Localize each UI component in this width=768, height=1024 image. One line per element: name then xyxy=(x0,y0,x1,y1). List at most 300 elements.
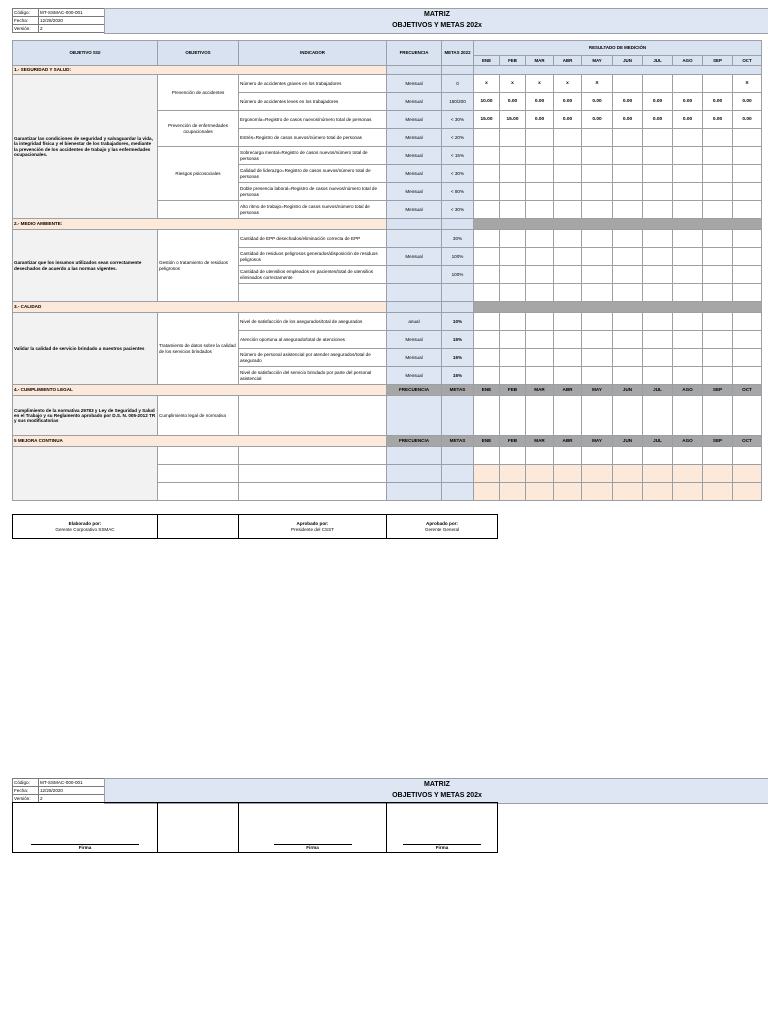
header-frecuencia: FRECUENCIA xyxy=(387,41,442,66)
code-label: Código: xyxy=(13,9,39,17)
header-month-feb: FEB xyxy=(500,56,526,66)
s2-frecuencia xyxy=(387,266,442,284)
s1-result-ene: x xyxy=(474,75,500,93)
s1-frecuencia: Mensual xyxy=(387,93,442,111)
s3-result-ago xyxy=(673,313,703,331)
s3-meta: 15% xyxy=(442,367,474,385)
s1-result-sep xyxy=(703,75,733,93)
s2-result-jun xyxy=(613,266,643,284)
section-2-title: 2.- MEDIO AMBIENTE: xyxy=(13,219,387,230)
date-value: 12/28/2020 xyxy=(39,17,105,25)
s3-result-oct xyxy=(733,331,762,349)
s4-month-sep: SEP xyxy=(703,385,733,396)
s2-meta: 30% xyxy=(442,230,474,248)
header-metas: METAS 2022 xyxy=(442,41,474,66)
s4-frecuencia xyxy=(387,396,442,436)
s3-result-oct xyxy=(733,367,762,385)
s1-result-ene xyxy=(474,183,500,201)
s1-result-mar xyxy=(526,183,554,201)
s2-result-oct xyxy=(733,284,762,302)
s2-meta: 100% xyxy=(442,248,474,266)
s2-result-ene xyxy=(474,248,500,266)
s4-month-ago: AGO xyxy=(673,385,703,396)
s3-meta: 10% xyxy=(442,313,474,331)
s5-result-may xyxy=(582,447,613,465)
s3-result-mar xyxy=(526,313,554,331)
s3-result-jun xyxy=(613,331,643,349)
s1-objetivo-sgi: Garantizar las condiciones de seguridad y salvaguardar la vida, la integridad física y el bienestar de los trabajadores, mediante la prevención de los accidentes de trabajo y las enfermedades ocupacionales. xyxy=(13,75,158,219)
s5-result-oct xyxy=(733,447,762,465)
s4-frecuencia-header: FRECUENCIA xyxy=(387,385,442,396)
s5-result-jun xyxy=(613,447,643,465)
s1-result-oct xyxy=(733,147,762,165)
s2-indicador: Cantidad de utensilios empleados en pacientes/total de utensilios eliminados correctamente xyxy=(239,266,387,284)
s3-result-may xyxy=(582,367,613,385)
s2-result-mar xyxy=(526,230,554,248)
s4-result-may xyxy=(582,396,613,436)
s2-result-jun xyxy=(613,230,643,248)
s5-result-jun xyxy=(613,483,643,501)
aprobado-1-by: Presidente del CSST xyxy=(291,526,334,532)
s1-result-feb xyxy=(500,129,526,147)
s4-result-oct xyxy=(733,396,762,436)
s4-month-oct: OCT xyxy=(733,385,762,396)
s2-result-feb xyxy=(500,284,526,302)
s1-result-ago: 0.00 xyxy=(673,111,703,129)
s1-result-feb xyxy=(500,201,526,219)
s5-month-ago: AGO xyxy=(673,436,703,447)
s2-meta: 100% xyxy=(442,266,474,284)
s5-result-ene xyxy=(474,483,500,501)
s1-meta: < 30% xyxy=(442,165,474,183)
s2-result-abr xyxy=(554,284,582,302)
s2-result-mar xyxy=(526,248,554,266)
s4-meta xyxy=(442,396,474,436)
s1-result-mar xyxy=(526,129,554,147)
s2-result-oct xyxy=(733,248,762,266)
signoff-aprobado-1 xyxy=(239,515,387,539)
header-month-sep: SEP xyxy=(703,56,733,66)
s1-result-sep xyxy=(703,147,733,165)
header-month-abr: ABR xyxy=(554,56,582,66)
s4-result-abr xyxy=(554,396,582,436)
s1-result-abr xyxy=(554,147,582,165)
s5-result-oct xyxy=(733,483,762,501)
s5-frecuencia-header: FRECUENCIA xyxy=(387,436,442,447)
s1-result-oct: X xyxy=(733,75,762,93)
s1-result-ago: 0.00 xyxy=(673,93,703,111)
s1-result-jul: 0.00 xyxy=(643,111,673,129)
s1-result-feb: 15.00 xyxy=(500,111,526,129)
s1-result-oct: 0.00 xyxy=(733,111,762,129)
s2-frecuencia: Mensual xyxy=(387,248,442,266)
s3-result-feb xyxy=(500,313,526,331)
s3-result-feb xyxy=(500,349,526,367)
signoff-empty xyxy=(158,515,239,539)
s4-month-mar: MAR xyxy=(526,385,554,396)
s1-result-feb xyxy=(500,183,526,201)
s3-objetivo: Tratamiento de datos sobre la calidad de los servicios brindados xyxy=(158,313,239,385)
s1-meta: 150/200 xyxy=(442,93,474,111)
elaborado-by: Gerente Corporativo SSMAC xyxy=(55,526,115,532)
version-value: 2 xyxy=(39,25,105,33)
s2-result-jul xyxy=(643,230,673,248)
s1-result-may: 0.00 xyxy=(582,93,613,111)
elaborado-label: Elaborado por: xyxy=(68,521,102,527)
s1-result-sep: 0.00 xyxy=(703,111,733,129)
s1-frecuencia: Mensual xyxy=(387,147,442,165)
s5-result-ago xyxy=(673,483,703,501)
aprobado-2-by: Gerente General xyxy=(424,526,460,532)
s2-frecuencia xyxy=(387,284,442,302)
s1-result-may: X xyxy=(582,75,613,93)
s5-result-feb xyxy=(500,465,526,483)
s5-month-jun: JUN xyxy=(613,436,643,447)
signoff-table xyxy=(12,514,498,539)
s2-indicador xyxy=(239,284,387,302)
s2-result-ene xyxy=(474,266,500,284)
s4-month-ene: ENE xyxy=(474,385,500,396)
s4-month-jul: JUL xyxy=(643,385,673,396)
s2-objetivo-sgi: Garantizar que los insumos utilizados sean correctamente desechados de acuerdo a las normas vigentes. xyxy=(13,230,158,302)
document-title-page2 xyxy=(104,778,768,804)
signature-table xyxy=(12,802,498,853)
code-value-p2: MT-SSMAC-000-001 xyxy=(39,779,105,787)
s1-result-sep: 0.00 xyxy=(703,93,733,111)
s5-metas-header: METAS xyxy=(442,436,474,447)
s2-result-abr xyxy=(554,266,582,284)
s3-result-sep xyxy=(703,331,733,349)
s4-result-ene xyxy=(474,396,500,436)
s1-result-may xyxy=(582,129,613,147)
s3-result-ene xyxy=(474,313,500,331)
s3-result-ago xyxy=(673,349,703,367)
header-month-jun: JUN xyxy=(613,56,643,66)
s1-result-abr xyxy=(554,129,582,147)
s1-frecuencia: Mensual xyxy=(387,111,442,129)
s1-objetivo-empty xyxy=(158,201,239,219)
s1-result-jun xyxy=(613,129,643,147)
s1-result-mar: 0.00 xyxy=(526,111,554,129)
s1-result-sep xyxy=(703,201,733,219)
s5-result-sep xyxy=(703,465,733,483)
s1-result-oct xyxy=(733,129,762,147)
s1-result-abr xyxy=(554,201,582,219)
s4-result-feb xyxy=(500,396,526,436)
s4-month-jun: JUN xyxy=(613,385,643,396)
code-label-p2: Código: xyxy=(13,779,39,787)
s3-result-ago xyxy=(673,331,703,349)
version-label-p2: Versión: xyxy=(13,795,39,803)
header-resultado: RESULTADO DE MEDICIÓN xyxy=(474,41,762,56)
s4-result-mar xyxy=(526,396,554,436)
section-3-title: 3.- CALIDAD xyxy=(13,302,387,313)
header-month-ene: ENE xyxy=(474,56,500,66)
s1-result-ene: 10.00 xyxy=(474,93,500,111)
s1-result-ago xyxy=(673,183,703,201)
s1-indicador: Ergonomía=Registro de casos nuevos/número total de personas xyxy=(239,111,387,129)
s3-result-jul xyxy=(643,313,673,331)
s1-frecuencia: Mensual xyxy=(387,201,442,219)
s1-meta: < 15% xyxy=(442,147,474,165)
s3-result-abr xyxy=(554,349,582,367)
s1-result-mar xyxy=(526,201,554,219)
s3-objetivo-sgi: Validar la calidad de servicio brindado a nuestros pacientes xyxy=(13,313,158,385)
s3-indicador: Número de personal asistencial por atender asegurados/total de asegurado xyxy=(239,349,387,367)
s2-result-sep xyxy=(703,266,733,284)
s2-result-mar xyxy=(526,284,554,302)
s1-result-jul xyxy=(643,75,673,93)
s1-result-ene xyxy=(474,147,500,165)
s1-result-jun: 0.00 xyxy=(613,93,643,111)
s5-result-mar xyxy=(526,465,554,483)
s1-result-may xyxy=(582,165,613,183)
s3-result-sep xyxy=(703,367,733,385)
s5-result-jul xyxy=(643,483,673,501)
version-value-p2: 2 xyxy=(39,795,105,803)
header-month-jul: JUL xyxy=(643,56,673,66)
s1-result-ene xyxy=(474,129,500,147)
s3-result-abr xyxy=(554,367,582,385)
s1-indicador: Doble presencia laboral=Registro de casos nuevos/número total de personas xyxy=(239,183,387,201)
s3-frecuencia: Mensual xyxy=(387,367,442,385)
title-line-2-p2: OBJETIVOS Y METAS 202x xyxy=(392,792,482,799)
s1-result-jun xyxy=(613,165,643,183)
s1-result-feb xyxy=(500,147,526,165)
s1-frecuencia: Mensual xyxy=(387,75,442,93)
s2-result-ago xyxy=(673,266,703,284)
s5-result-feb xyxy=(500,483,526,501)
s2-result-sep xyxy=(703,284,733,302)
s2-result-jun xyxy=(613,284,643,302)
s2-result-sep xyxy=(703,248,733,266)
document-meta xyxy=(12,8,105,33)
document-title xyxy=(104,8,768,34)
s3-frecuencia: Mensual xyxy=(387,349,442,367)
s1-result-jun xyxy=(613,147,643,165)
section-1-title: 1.- SEGURIDAD Y SALUD: xyxy=(13,66,387,75)
s1-result-ene: 15.00 xyxy=(474,111,500,129)
s3-result-oct xyxy=(733,349,762,367)
header-objetivo-sgi: OBJETIVO SGI xyxy=(13,41,158,66)
header-month-mar: MAR xyxy=(526,56,554,66)
s1-result-oct xyxy=(733,201,762,219)
section-5-title: 5 MEJORA CONTINUA xyxy=(13,436,387,447)
s5-result-jun xyxy=(613,465,643,483)
s1-result-ago xyxy=(673,129,703,147)
s2-result-abr xyxy=(554,230,582,248)
date-label: Fecha: xyxy=(13,17,39,25)
s3-result-oct xyxy=(733,313,762,331)
s1-meta: 0 xyxy=(442,75,474,93)
s2-result-may xyxy=(582,230,613,248)
s4-metas-header: METAS xyxy=(442,385,474,396)
firma-label-1: Firma xyxy=(78,844,92,850)
s1-objetivo-enfermedades: Prevención de enfermedades ocupacionales xyxy=(158,111,239,147)
s2-result-oct xyxy=(733,266,762,284)
s4-result-ago xyxy=(673,396,703,436)
title-line-1: MATRIZ xyxy=(424,11,450,18)
s3-indicador: Nivel de satisfacción de los asegurados/total de asegurados xyxy=(239,313,387,331)
s1-result-may xyxy=(582,201,613,219)
s5-result-jul xyxy=(643,465,673,483)
s2-result-oct xyxy=(733,230,762,248)
s5-month-sep: SEP xyxy=(703,436,733,447)
version-label: Versión: xyxy=(13,25,39,33)
s3-result-jul xyxy=(643,349,673,367)
s2-result-ene xyxy=(474,284,500,302)
s5-month-may: MAY xyxy=(582,436,613,447)
s5-result-ago xyxy=(673,465,703,483)
s2-result-may xyxy=(582,266,613,284)
s5-result-feb xyxy=(500,447,526,465)
s3-result-may xyxy=(582,349,613,367)
s3-result-feb xyxy=(500,331,526,349)
header-objetivos: OBJETIVOS xyxy=(158,41,239,66)
s1-result-jul: 0.00 xyxy=(643,93,673,111)
s1-result-may: 0.00 xyxy=(582,111,613,129)
s4-result-sep xyxy=(703,396,733,436)
s5-objetivo-sgi xyxy=(13,447,158,501)
s3-indicador: Nivel de satisfacción del servicio brindado por parte del personal asistencial xyxy=(239,367,387,385)
s5-frecuencia xyxy=(387,447,442,465)
s3-result-jun xyxy=(613,313,643,331)
s4-result-jun xyxy=(613,396,643,436)
s5-meta xyxy=(442,483,474,501)
s2-indicador: Cantidad de residuos peligrosos generados/disposición de residuos peligrosos xyxy=(239,248,387,266)
s3-meta: 15% xyxy=(442,331,474,349)
s1-result-jul xyxy=(643,147,673,165)
s4-month-abr: ABR xyxy=(554,385,582,396)
s3-result-may xyxy=(582,313,613,331)
s3-result-jun xyxy=(613,367,643,385)
s1-result-mar xyxy=(526,147,554,165)
s4-result-jul xyxy=(643,396,673,436)
s2-result-ene xyxy=(474,230,500,248)
code-value: MT-SSMAC-000-001 xyxy=(39,9,105,17)
s5-frecuencia xyxy=(387,465,442,483)
s1-indicador: Calidad de liderazgo=Registro de casos nuevos/número total de personas xyxy=(239,165,387,183)
s1-result-jul xyxy=(643,201,673,219)
s1-result-feb: x xyxy=(500,75,526,93)
firma-label-2: Firma xyxy=(306,844,319,850)
s1-result-ago xyxy=(673,165,703,183)
s5-meta xyxy=(442,447,474,465)
s3-result-ene xyxy=(474,367,500,385)
s3-result-jul xyxy=(643,367,673,385)
s3-result-mar xyxy=(526,349,554,367)
s5-result-oct xyxy=(733,465,762,483)
s2-result-jul xyxy=(643,248,673,266)
s3-indicador: Atención oportuna al asegurado/total de atenciones xyxy=(239,331,387,349)
s5-month-jul: JUL xyxy=(643,436,673,447)
s1-meta: < 20% xyxy=(442,129,474,147)
s5-month-abr: ABR xyxy=(554,436,582,447)
s2-result-jul xyxy=(643,266,673,284)
header-month-ago: AGO xyxy=(673,56,703,66)
s1-result-ene xyxy=(474,201,500,219)
s1-result-jul xyxy=(643,165,673,183)
s5-result-abr xyxy=(554,483,582,501)
s1-indicador: Estrés=Registro de casos nuevos/número total de personas xyxy=(239,129,387,147)
s3-result-abr xyxy=(554,313,582,331)
header-month-oct: OCT xyxy=(733,56,762,66)
s5-result-may xyxy=(582,465,613,483)
signoff-elaborado xyxy=(13,515,158,539)
s5-result-mar xyxy=(526,447,554,465)
s1-objetivo-psicosociales: Riesgos psicosociales xyxy=(158,147,239,201)
title-line-1-p2: MATRIZ xyxy=(424,781,450,788)
s1-result-jun: 0.00 xyxy=(613,111,643,129)
s1-result-sep xyxy=(703,129,733,147)
s5-month-ene: ENE xyxy=(474,436,500,447)
s4-objetivo: Cumplimiento legal de normativa xyxy=(158,396,239,436)
s1-result-sep xyxy=(703,183,733,201)
s2-result-feb xyxy=(500,248,526,266)
s1-result-jun xyxy=(613,183,643,201)
s5-result-sep xyxy=(703,483,733,501)
signature-cell-3 xyxy=(387,803,498,853)
aprobado-2-label: Aprobado por: xyxy=(426,521,458,527)
header-month-may: MAY xyxy=(582,56,613,66)
date-label-p2: Fecha: xyxy=(13,787,39,795)
s2-result-feb xyxy=(500,230,526,248)
aprobado-1-label: Aprobado por: xyxy=(296,521,329,527)
s3-result-feb xyxy=(500,367,526,385)
s1-result-ene xyxy=(474,165,500,183)
date-value-p2: 12/28/2020 xyxy=(39,787,105,795)
s1-indicador: Número de accidentes leves en los trabajadores xyxy=(239,93,387,111)
s3-result-sep xyxy=(703,313,733,331)
s3-frecuencia: Mensual xyxy=(387,331,442,349)
s1-frecuencia: Mensual xyxy=(387,183,442,201)
firma-label-3: Firma xyxy=(435,844,449,850)
signoff-aprobado-2 xyxy=(387,515,498,539)
s5-frecuencia xyxy=(387,483,442,501)
s2-result-ago xyxy=(673,284,703,302)
s5-meta xyxy=(442,465,474,483)
section-4-title: 4.- CUMPLIMIENTO LEGAL xyxy=(13,385,387,396)
s1-result-jun xyxy=(613,75,643,93)
s1-indicador: Alto ritmo de trabajo=Registro de casos nuevos/número total de personas xyxy=(239,201,387,219)
s1-meta: < 80% xyxy=(442,183,474,201)
objectives-table xyxy=(12,40,762,501)
s1-meta: < 30% xyxy=(442,111,474,129)
s2-result-may xyxy=(582,248,613,266)
signature-cell-empty xyxy=(158,803,239,853)
s1-result-sep xyxy=(703,165,733,183)
s5-result-abr xyxy=(554,447,582,465)
document-meta-page2 xyxy=(12,778,105,803)
s1-result-may xyxy=(582,147,613,165)
s3-result-abr xyxy=(554,331,582,349)
s3-result-ago xyxy=(673,367,703,385)
signature-cell-2 xyxy=(239,803,387,853)
s1-result-abr xyxy=(554,165,582,183)
s5-result-mar xyxy=(526,483,554,501)
s2-result-jun xyxy=(613,248,643,266)
s1-objetivo-accidentes: Prevención de accidentes xyxy=(158,75,239,111)
s4-objetivo-sgi: Cumplimiento de la normativa 29783 y Ley de Seguridad y Salud en el Trabajo y su Reglamento aprobado por D.S. N. 005-2012 TR y sus modificatorias xyxy=(13,396,158,436)
s1-meta: < 30% xyxy=(442,201,474,219)
s3-result-mar xyxy=(526,367,554,385)
s1-result-oct xyxy=(733,183,762,201)
s1-result-ago xyxy=(673,147,703,165)
s3-result-jun xyxy=(613,349,643,367)
s5-result-jul xyxy=(643,447,673,465)
s2-indicador: Cantidad de EPP desechados/eliminación correcta de EPP xyxy=(239,230,387,248)
s1-result-ago xyxy=(673,201,703,219)
